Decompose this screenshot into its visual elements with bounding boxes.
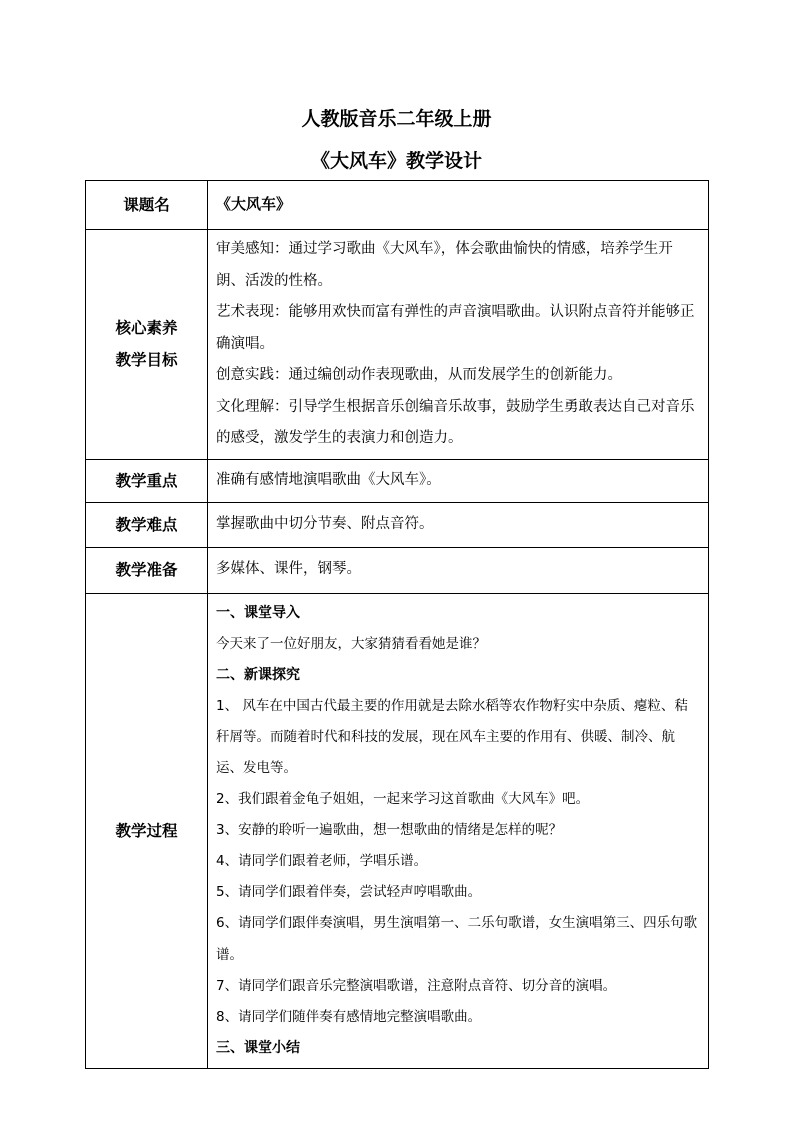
table-row-process [86, 593, 709, 1068]
process-step: 7、请同学们跟音乐完整演唱歌谱，注意附点音符、切分音的演唱。 [216, 977, 617, 994]
difficulties-label: 教学难点 [86, 502, 208, 547]
process-step: 3、安静的聆听一遍歌曲，想一想歌曲的情绪是怎样的呢？ [216, 822, 563, 839]
table-row-goals [86, 230, 709, 460]
section-intro-text: 今天来了一位好朋友，大家猜猜看看她是谁？ [216, 635, 486, 652]
lesson-plan-table [85, 180, 709, 1069]
key-points-label: 教学重点 [86, 459, 208, 502]
section-heading-intro: 一、课堂导入 [216, 604, 300, 621]
process-step: 8、请同学们随伴奏有感情地完整演唱歌曲。 [216, 1008, 482, 1025]
goal-aesthetic: 审美感知：通过学习歌曲《大风车》，体会歌曲愉快的情感，培养学生开朗、活泼的性格。 [216, 241, 673, 289]
goal-culture: 文化理解：引导学生根据音乐创编音乐故事，鼓励学生勇敢表达自己对音乐的感受，激发学生的表演力和创造力。 [216, 398, 695, 446]
preparation-value: 多媒体、课件，钢琴。 [208, 547, 709, 593]
preparation-label: 教学准备 [86, 547, 208, 593]
document-subtitle: 《大风车》教学设计 [310, 150, 482, 172]
table-row-difficulties [86, 502, 709, 547]
section-heading-explore: 二、新课探究 [216, 666, 300, 683]
difficulties-value: 掌握歌曲中切分节奏、附点音符。 [208, 502, 709, 547]
section-heading-summary: 三、课堂小结 [216, 1039, 300, 1056]
process-step: 4、请同学们跟着老师，学唱乐谱。 [216, 853, 428, 870]
process-step: 1、 风车在中国古代最主要的作用就是去除水稻等农作物籽实中杂质、瘪粒、秸秆屑等。而随着时代和科技的发展，现在风车主要的作用有、供暖、制冷、航运、发电等。 [216, 697, 688, 776]
topic-label: 课题名 [86, 181, 208, 230]
goals-label-line1: 核心素养 [115, 319, 178, 338]
document-title: 人教版音乐二年级上册 [301, 108, 492, 130]
process-step: 2、我们跟着金龟子姐姐，一起来学习这首歌曲《大风车》吧。 [216, 791, 590, 808]
process-label: 教学过程 [86, 593, 208, 1068]
process-content [208, 593, 709, 1068]
goal-expression: 艺术表现：能够用欢快而富有弹性的声音演唱歌曲。认识附点音符并能够正确演唱。 [216, 304, 695, 352]
table-row-preparation [86, 547, 709, 593]
goal-creativity: 创意实践：通过编创动作表现歌曲，从而发展学生的创新能力。 [216, 367, 622, 383]
goals-label-line2: 教学目标 [115, 351, 178, 370]
process-step: 6、请同学们跟伴奏演唱，男生演唱第一、二乐句歌谱，女生演唱第三、四乐句歌谱。 [216, 915, 698, 963]
table-row-topic [86, 181, 709, 230]
goals-content [208, 230, 709, 460]
process-step: 5、请同学们跟着伴奏，尝试轻声哼唱歌曲。 [216, 884, 482, 901]
topic-value: 《大风车》 [208, 181, 709, 230]
key-points-value: 准确有感情地演唱歌曲《大风车》。 [208, 459, 709, 502]
goals-label [86, 230, 208, 460]
table-row-key-points [86, 459, 709, 502]
